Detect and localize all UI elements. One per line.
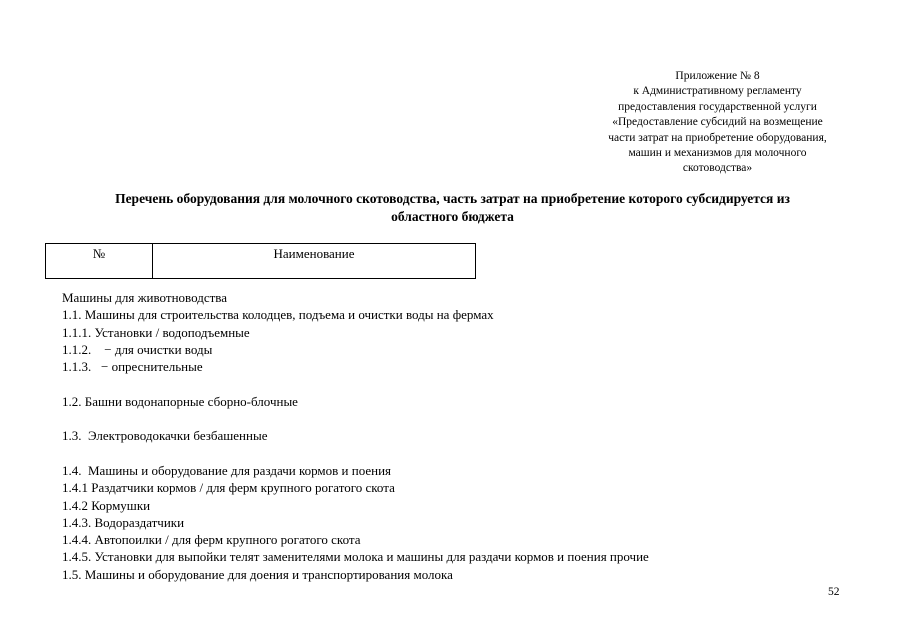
list-item: 1.4.5. Установки для выпойки телят заменителями молока и машины для раздачи кормов и поения прочие	[62, 549, 649, 565]
table-header-row	[46, 244, 476, 279]
list-item: 1.3. Электроводокачки безбашенные	[62, 428, 268, 444]
appendix-line: машин и механизмов для молочного	[628, 147, 807, 160]
document-title	[40, 190, 865, 226]
appendix-note	[560, 69, 875, 177]
appendix-line: части затрат на приобретение оборудования,	[608, 131, 827, 144]
appendix-line: «Предоставление субсидий на возмещение	[612, 116, 823, 129]
list-item: Машины для животноводства	[62, 290, 228, 305]
list-item: 1.5. Машины и оборудование для доения и транспортирования молока	[62, 566, 453, 582]
list-item: 1.1.1. Установки / водоподъемные	[62, 324, 250, 340]
list-item: 1.4.4. Автопоилки / для ферм крупного рогатого скота	[62, 532, 361, 548]
column-header-name: Наименование	[153, 244, 476, 279]
page-number: 52	[828, 586, 840, 598]
header-table	[45, 243, 476, 279]
list-item: 1.4. Машины и оборудование для раздачи кормов и поения	[62, 462, 392, 478]
list-item: 1.4.1 Раздатчики кормов / для ферм крупного рогатого скота	[62, 480, 395, 496]
list-item: 1.2. Башни водонапорные сборно-блочные	[62, 393, 298, 409]
list-item: 1.1.3. − опреснительные	[62, 359, 203, 375]
appendix-line: Приложение № 8	[675, 70, 760, 82]
appendix-line: скотоводства»	[682, 162, 753, 175]
list-item: 1.4.3. Водораздатчики	[62, 514, 185, 530]
list-item: 1.1.2. − для очистки воды	[62, 341, 213, 357]
document-title-line-2: областного бюджета	[391, 209, 514, 224]
list-item: 1.1. Машины для строительства колодцев, подъема и очистки воды на фермах	[62, 307, 494, 323]
document-title-line-1: Перечень оборудования для молочного скотоводства, часть затрат на приобретение которого субсидируется из	[115, 191, 790, 206]
appendix-line: к Административному регламенту	[633, 85, 802, 98]
column-header-number: №	[46, 244, 153, 279]
appendix-line: предоставления государственной услуги	[618, 100, 817, 113]
list-item: 1.4.2 Кормушки	[62, 497, 151, 513]
equipment-list	[62, 289, 862, 583]
